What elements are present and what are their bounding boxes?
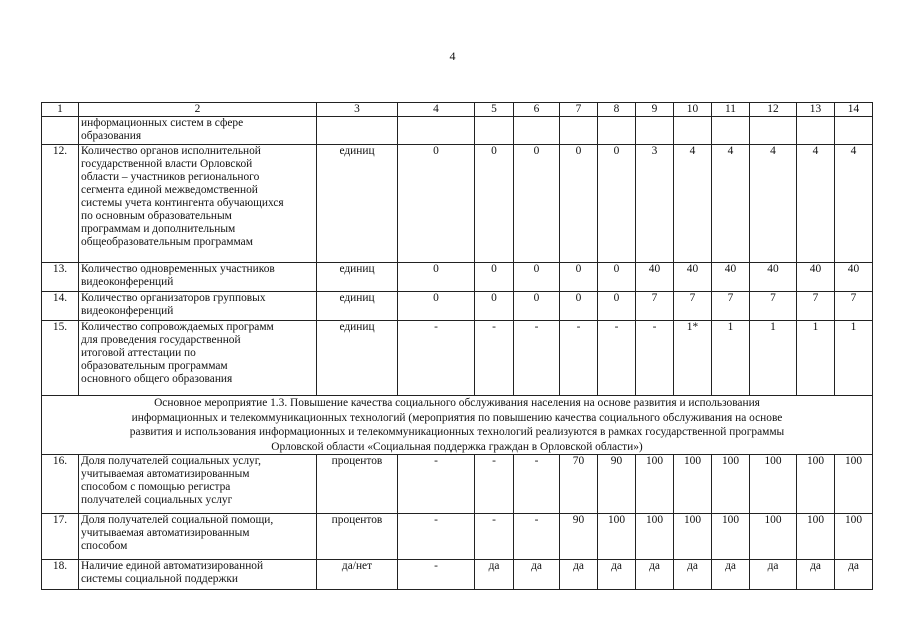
column-number: 2 (79, 103, 317, 117)
value-cell: 0 (598, 145, 636, 263)
value-cell: - (560, 321, 598, 396)
value-cell: 90 (598, 455, 636, 514)
unit-cell: да/нет (317, 560, 398, 590)
value-cell: 100 (797, 455, 835, 514)
unit-cell: единиц (317, 321, 398, 396)
value-cell: 100 (636, 514, 674, 560)
indicator-name: Количество сопровождаемых программ для проведения государственной итоговой аттестации по образовательным программам основного общего образования (79, 321, 317, 396)
value-cell: 100 (674, 455, 712, 514)
table-row (42, 117, 873, 145)
table-row (42, 321, 873, 396)
table-row (42, 263, 873, 292)
value-cell: - (475, 455, 514, 514)
value-cell: 100 (835, 514, 873, 560)
value-cell (514, 117, 560, 145)
unit-cell: единиц (317, 145, 398, 263)
column-number: 5 (475, 103, 514, 117)
value-cell (712, 117, 750, 145)
row-number: 15. (42, 321, 79, 396)
indicator-name: информационных систем в сфере образования (79, 117, 317, 145)
value-cell: 40 (712, 263, 750, 292)
value-cell: 100 (750, 514, 797, 560)
value-cell: да (598, 560, 636, 590)
value-cell: да (750, 560, 797, 590)
value-cell: 1 (750, 321, 797, 396)
value-cell: да (514, 560, 560, 590)
value-cell: 0 (475, 263, 514, 292)
table-row (42, 145, 873, 263)
value-cell: 0 (514, 263, 560, 292)
value-cell: 4 (712, 145, 750, 263)
table-row (42, 292, 873, 321)
value-cell: - (475, 514, 514, 560)
value-cell: 0 (560, 263, 598, 292)
value-cell: 40 (835, 263, 873, 292)
section-heading: Основное мероприятие 1.3. Повышение качества социального обслуживания населения на основе развития и использования информационных и телекоммуникационных технологий (мероприятия по повышению качества социального обслуживания на основе развития и использования информационных и телекоммуникационных технологий реализуются в рамках государственной программы Орловской области «Социальная поддержка граждан в Орловской области») (42, 396, 873, 455)
column-number: 1 (42, 103, 79, 117)
table-row (42, 514, 873, 560)
value-cell (398, 117, 475, 145)
value-cell: - (598, 321, 636, 396)
value-cell: - (514, 455, 560, 514)
unit-cell: процентов (317, 514, 398, 560)
value-cell: 40 (636, 263, 674, 292)
value-cell (835, 117, 873, 145)
value-cell: 100 (712, 514, 750, 560)
indicators-table (41, 102, 873, 590)
value-cell: 70 (560, 455, 598, 514)
value-cell: да (636, 560, 674, 590)
value-cell (674, 117, 712, 145)
value-cell: - (398, 321, 475, 396)
value-cell: 100 (835, 455, 873, 514)
unit-cell: единиц (317, 292, 398, 321)
value-cell: 100 (636, 455, 674, 514)
indicator-name: Количество органов исполнительной государственной власти Орловской области – участников регионального сегмента единой межведомственной системы учета контингента обучающихся по основным образовательным программам и дополнительным общеобразовательным программам (79, 145, 317, 263)
column-number: 9 (636, 103, 674, 117)
unit-cell: процентов (317, 455, 398, 514)
column-number: 11 (712, 103, 750, 117)
value-cell (750, 117, 797, 145)
value-cell: да (475, 560, 514, 590)
header-row (42, 103, 873, 117)
value-cell: - (514, 514, 560, 560)
value-cell: да (835, 560, 873, 590)
value-cell: 0 (475, 292, 514, 321)
indicator-name: Наличие единой автоматизированной системы социальной поддержки (79, 560, 317, 590)
value-cell: 0 (398, 292, 475, 321)
value-cell: да (674, 560, 712, 590)
value-cell: 1* (674, 321, 712, 396)
unit-cell: единиц (317, 263, 398, 292)
value-cell: 7 (674, 292, 712, 321)
value-cell: - (398, 514, 475, 560)
value-cell: 4 (835, 145, 873, 263)
table-row (42, 560, 873, 590)
value-cell: - (475, 321, 514, 396)
indicator-name: Количество одновременных участников видеоконференций (79, 263, 317, 292)
value-cell: 0 (475, 145, 514, 263)
column-number: 3 (317, 103, 398, 117)
value-cell: 100 (750, 455, 797, 514)
value-cell: 4 (797, 145, 835, 263)
value-cell: 0 (398, 145, 475, 263)
column-number: 6 (514, 103, 560, 117)
value-cell: 7 (797, 292, 835, 321)
value-cell: 40 (674, 263, 712, 292)
value-cell: 40 (797, 263, 835, 292)
indicator-name: Количество организаторов групповых видеоконференций (79, 292, 317, 321)
value-cell: 100 (712, 455, 750, 514)
value-cell (560, 117, 598, 145)
value-cell: да (712, 560, 750, 590)
value-cell: 7 (835, 292, 873, 321)
value-cell: 0 (514, 292, 560, 321)
column-number: 7 (560, 103, 598, 117)
row-number: 13. (42, 263, 79, 292)
value-cell: 4 (750, 145, 797, 263)
value-cell: 0 (560, 292, 598, 321)
value-cell: - (398, 560, 475, 590)
table-row (42, 455, 873, 514)
unit-cell (317, 117, 398, 145)
column-number: 14 (835, 103, 873, 117)
value-cell: 7 (636, 292, 674, 321)
value-cell (598, 117, 636, 145)
indicator-name: Доля получателей социальных услуг, учитываемая автоматизированным способом с помощью регистра получателей социальных услуг (79, 455, 317, 514)
value-cell (797, 117, 835, 145)
section-row (42, 396, 873, 455)
value-cell: 100 (598, 514, 636, 560)
row-number: 16. (42, 455, 79, 514)
row-number: 12. (42, 145, 79, 263)
column-number: 4 (398, 103, 475, 117)
value-cell: 0 (598, 263, 636, 292)
value-cell: 3 (636, 145, 674, 263)
page-number: 4 (449, 49, 456, 63)
value-cell: 100 (797, 514, 835, 560)
value-cell: 4 (674, 145, 712, 263)
row-number: 18. (42, 560, 79, 590)
column-number: 10 (674, 103, 712, 117)
value-cell: 100 (674, 514, 712, 560)
indicator-name: Доля получателей социальной помощи, учитываемая автоматизированным способом (79, 514, 317, 560)
value-cell: да (797, 560, 835, 590)
value-cell: 40 (750, 263, 797, 292)
row-number: 14. (42, 292, 79, 321)
value-cell (475, 117, 514, 145)
value-cell: 1 (797, 321, 835, 396)
column-number: 13 (797, 103, 835, 117)
value-cell: - (398, 455, 475, 514)
row-number (42, 117, 79, 145)
value-cell: 0 (398, 263, 475, 292)
row-number: 17. (42, 514, 79, 560)
value-cell: 0 (560, 145, 598, 263)
value-cell: - (636, 321, 674, 396)
column-number: 12 (750, 103, 797, 117)
value-cell: 0 (514, 145, 560, 263)
value-cell (636, 117, 674, 145)
value-cell: 7 (712, 292, 750, 321)
column-number: 8 (598, 103, 636, 117)
value-cell: 1 (835, 321, 873, 396)
value-cell: да (560, 560, 598, 590)
value-cell: 1 (712, 321, 750, 396)
value-cell: 90 (560, 514, 598, 560)
value-cell: 0 (598, 292, 636, 321)
value-cell: 7 (750, 292, 797, 321)
value-cell: - (514, 321, 560, 396)
